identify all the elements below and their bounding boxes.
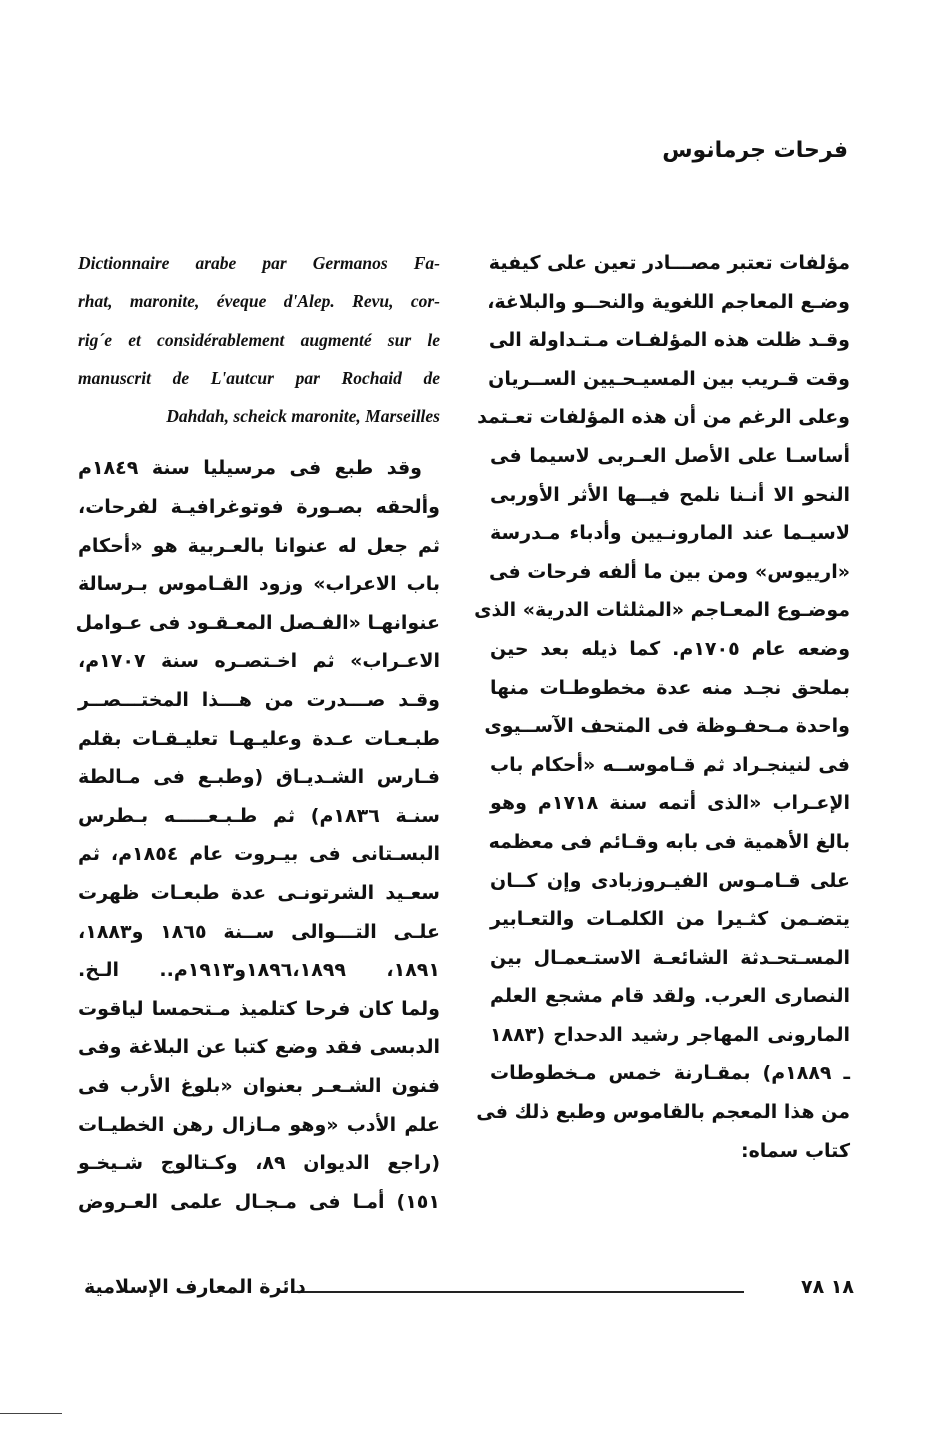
publication-title: دائرة المعارف الإسلامية — [84, 1276, 306, 1298]
text-line: لاسيـما عند المارونـيين وأدباء مـدرسة — [490, 522, 850, 545]
text-line: ١٨٩١، ١٨٩٦،١٨٩٩و١٩١٣م.. الـخ. — [78, 959, 440, 982]
text-line: ـ ١٨٨٩م) بمقـارنة خمس مـخطوطات — [490, 1062, 850, 1085]
text-line: باب الاعراب» وزود القـاموس بـرسالة — [78, 573, 440, 596]
text-line: «ارييوس» ومن بين ما ألفه فرحات فى — [489, 560, 850, 583]
text-line: المارونى المهاجر رشيد الدحداح (١٨٨٣ — [490, 1023, 850, 1046]
text-line: وألحقه بصـورة فوتوغرافيـة لفرحات، — [78, 496, 440, 519]
left-column — [75, 244, 441, 1221]
text-line: وضـع المعاجم اللغوية والنحــو والبلاغة، — [487, 290, 850, 313]
text-line: فـارس الشـديـاق (وطبـع فى مـالطة — [78, 766, 440, 789]
text-line: وقت قـريب بين المسيـحـيين الســريان — [488, 367, 850, 390]
text-line: الدبسى فقد وضع كتبا عن البلاغة وفى — [78, 1036, 440, 1059]
text-line: عنوانهـا «الفـصل المعـقـود فى عـوامل — [75, 611, 440, 634]
text-line: وقد طبع فى مرسيليا سنة ١٨٤٩م — [78, 457, 422, 480]
text-line: يتضـمن كثـيرا من الكلمـات والتعـابير — [490, 908, 850, 931]
footer-divider — [294, 1291, 744, 1293]
text-line: طبـعـات عـدة وعليـهـا تعليـقـات بقلم — [78, 727, 440, 750]
french-line: Dictionnaire arabe par Germanos Fa- — [78, 253, 440, 273]
text-line: (راجع الديوان ٨٩، وكـتالوج شـيخـو — [78, 1152, 441, 1175]
text-line: الإعـراب «الذى أتمه سنة ١٧١٨م وهو — [490, 792, 851, 815]
text-line: النصارى العرب. ولقد قام مشجع العلم — [490, 985, 850, 1008]
text-line: علـى التـــوالى ســنة ١٨٦٥ و١٨٨٣، — [78, 920, 440, 943]
text-line: البسـتانى فى بيـروت عام ١٨٥٤م، ثم — [78, 843, 441, 866]
text-line: النحو الا أنـنا نلمح فيــها الأثر الأوربى — [490, 483, 850, 506]
text-line: المسـتحـدثة الشائعـة الاستـعمـال بين — [490, 946, 850, 969]
text-line: بالغ الأهمية فى بابه وقـائم فى معظمه — [488, 830, 850, 853]
text-line: أساسـا على الأصل العـربى لاسيما فى — [490, 444, 850, 467]
right-column — [474, 244, 851, 1170]
french-title-quote — [78, 244, 440, 435]
text-line: الاعـراب» ثم اخـتصـره سنة ١٧٠٧م، — [78, 650, 440, 673]
text-line: مؤلفات تعتبر مصـــادر تعين على كيفية — [488, 252, 850, 274]
text-line: كتاب سماه: — [740, 1139, 850, 1162]
french-line: rhat, maronite, éveque d'Alep. Revu, cor- — [78, 291, 440, 312]
text-line: ١٥١) أمـا فى مـجـال علمى العـروض — [78, 1190, 440, 1213]
french-line: manuscrit de L'autcur par Rochaid de — [78, 367, 440, 388]
text-line: واحدة مـحفـوظة فى المتحف الآســيوى — [484, 715, 850, 738]
text-line: سنـة ١٨٣٦م) ثم طـبـعـــــه بـطرس — [78, 804, 440, 827]
running-header: فرحات جرمانوس — [662, 138, 848, 163]
text-line: فنون الشـعـر بعنوان «بلوغ الأرب فى — [78, 1074, 440, 1097]
text-line: ثم جعل له عنوانا بالعـربية هو «أحكام — [78, 534, 440, 557]
page-number: ١٨ ٧٨ — [800, 1276, 854, 1298]
text-line: وعلى الرغم من أن هذه المؤلفات تعـتمد — [477, 406, 850, 429]
text-line: علم الأدب «وهو مـازال رهن الخطيـات — [78, 1113, 440, 1136]
scan-edge-mark — [0, 1413, 62, 1414]
text-line: وضعه عام ١٧٠٥م. كما ذيله بعد حين — [490, 637, 851, 660]
text-line: فى لنينجـراد ثم قـاموســه «أحكام باب — [490, 753, 850, 776]
text-line: على قـامـوس الفيـروزبادى وإن كــان — [490, 869, 850, 892]
text-line: وقـد ظلت هذه المؤلفـات مـتـداولة الى — [488, 329, 850, 352]
french-line: rig´e et considérablement augmenté sur le — [78, 329, 440, 350]
text-line: موضـوع المعـاجم «المثلثات الدرية» الذى — [474, 599, 850, 622]
text-line: سعـيد الشرتونـى عدة طبعـات ظهرت — [78, 882, 440, 905]
page-footer — [84, 1276, 854, 1306]
text-line: ولما كان فرحا كتلميذ مـتحمسا لياقوت — [78, 997, 440, 1020]
text-line: وقـد صـــدرت من هـــذا المختـــصــر — [78, 689, 440, 712]
french-line: Dahdah, scheick maronite, Marseilles — [166, 406, 440, 427]
text-line: بملحق نجـد منه عدة مخطوطـات منها — [490, 676, 850, 699]
text-line: من هذا المعجم بالقاموس وطبع ذلك فى — [476, 1101, 850, 1124]
